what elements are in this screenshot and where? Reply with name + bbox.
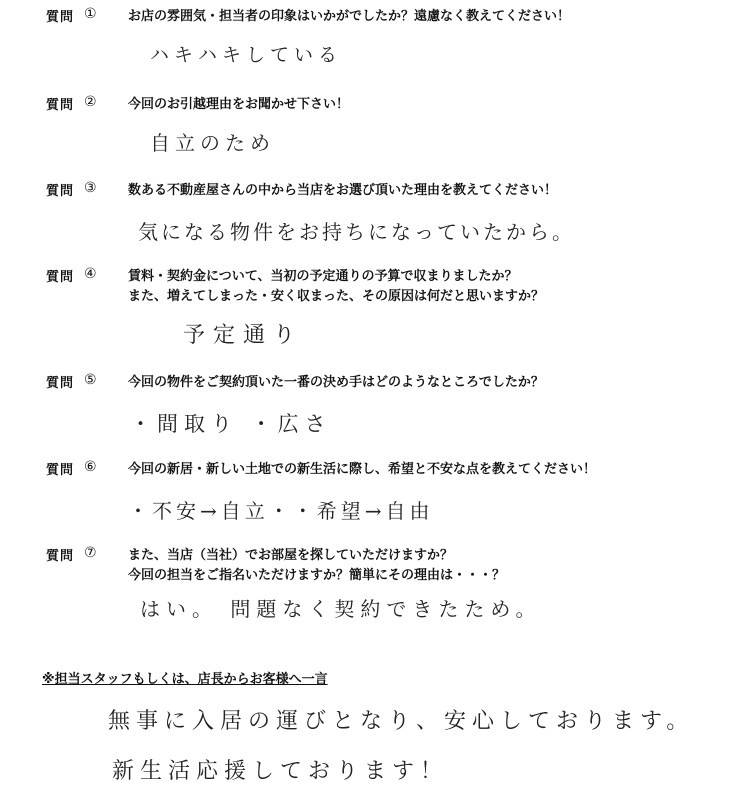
- question-text: お店の雰囲気・担当者の印象はいかがでしたか？遠慮なく教えてください！: [128, 9, 571, 24]
- staff-comment-line-2: 新生活応援しております！: [112, 759, 449, 784]
- answer-handwritten: ・間取り ・広さ: [130, 412, 332, 436]
- question-text: 今回の物件をご契約頂いた一番の決め手はどのようなところでしたか？: [128, 375, 544, 390]
- question-text-line-2: また、増えてしまった・安く収まった、その原因は何だと思いますか？: [128, 289, 545, 304]
- question-label: 質問: [46, 376, 75, 391]
- question-number: ④: [84, 266, 97, 282]
- question-number: ①: [84, 6, 97, 22]
- question-text-line-2: 今回の担当をご指名いただけますか？簡単にその理由は・・・？: [128, 568, 506, 583]
- question-text: 数ある不動産屋さんの中から当店をお選び頂いた理由を教えてください！: [128, 183, 558, 198]
- question-label: 質問: [46, 270, 75, 285]
- answer-handwritten: ・不安→自立・・希望→自由: [128, 499, 434, 523]
- staff-comment-heading: ※担当スタッフもしくは、店長からお客様へ一言: [42, 672, 328, 687]
- answer-handwritten: 気になる物件をお持ちになっていたから。: [138, 220, 575, 244]
- staff-comment-line-1: 無事に入居の運びとなり、安心しております。: [108, 709, 695, 734]
- question-text: 今回の新居・新しい土地での新生活に際し、希望と不安な点を教えてください！: [128, 462, 597, 477]
- answer-handwritten: 予定通り: [183, 323, 304, 348]
- question-number: ②: [84, 94, 97, 110]
- question-number: ⑤: [84, 372, 97, 388]
- question-number: ⑦: [84, 545, 97, 561]
- answer-handwritten: ハキハキしている: [150, 44, 343, 66]
- question-label: 質問: [46, 549, 75, 564]
- question-label: 質問: [46, 184, 75, 199]
- answer-handwritten: 自立のため: [150, 131, 275, 155]
- question-number: ③: [84, 180, 97, 196]
- question-label: 質問: [46, 463, 75, 478]
- question-label: 質問: [46, 10, 75, 25]
- question-text-line-1: また、当店（当社）でお部屋を探していただけますか？: [128, 548, 454, 563]
- question-label: 質問: [46, 98, 75, 113]
- question-number: ⑥: [84, 459, 97, 475]
- question-text: 今回のお引越理由をお聞かせ下さい！: [128, 97, 350, 112]
- question-text-line-1: 賃料・契約金について、当初の予定通りの予算で収まりましたか？: [128, 269, 518, 284]
- answer-handwritten: はい。 問題なく契約できたため。: [140, 597, 542, 621]
